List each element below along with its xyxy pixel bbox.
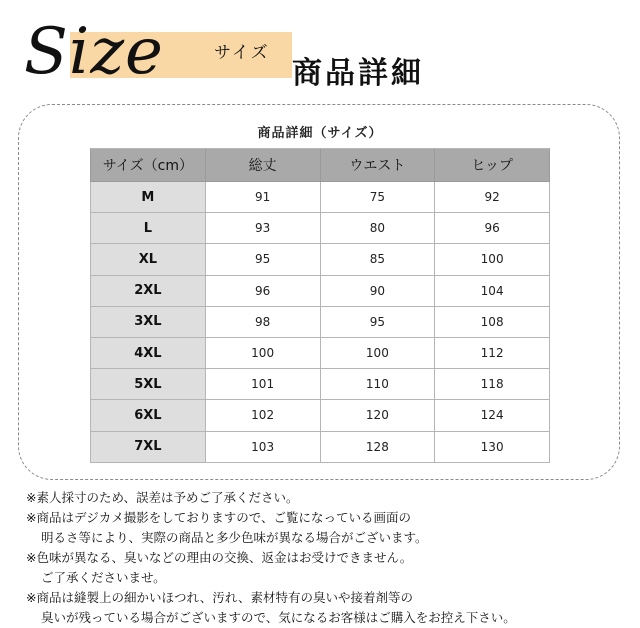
- cell-hip: 112: [435, 337, 550, 368]
- cell-waist: 80: [320, 213, 435, 244]
- column-header-length: 総丈: [205, 149, 320, 182]
- note-line: ※商品は縫製上の細かいほつれ、汚れ、素材特有の臭いや接着剤等の: [26, 590, 413, 605]
- cell-size: 6XL: [91, 400, 206, 431]
- cell-length: 100: [205, 337, 320, 368]
- note-line: 明るさ等により、実際の商品と多少色味が異なる場合がございます。: [41, 530, 428, 545]
- cell-waist: 120: [320, 400, 435, 431]
- note-line: ご了承くださいませ。: [41, 570, 166, 585]
- cell-waist: 110: [320, 369, 435, 400]
- cell-size: XL: [91, 244, 206, 275]
- table-row: [91, 213, 550, 244]
- table-row: [91, 400, 550, 431]
- note-line: ※商品はデジカメ撮影をしておりますので、ご覧になっている画面の: [26, 510, 411, 525]
- cell-hip: 92: [435, 182, 550, 213]
- cell-hip: 104: [435, 275, 550, 306]
- table-caption-row: [91, 114, 550, 149]
- table-row: [91, 337, 550, 368]
- cell-waist: 85: [320, 244, 435, 275]
- table-row: [91, 369, 550, 400]
- cell-waist: 75: [320, 182, 435, 213]
- table-row: [91, 275, 550, 306]
- table-body: [91, 182, 550, 463]
- notes: [26, 488, 626, 628]
- cell-length: 98: [205, 306, 320, 337]
- cell-waist: 90: [320, 275, 435, 306]
- cell-hip: 108: [435, 306, 550, 337]
- column-header-size: サイズ（cm）: [91, 149, 206, 182]
- cell-waist: 95: [320, 306, 435, 337]
- cell-hip: 130: [435, 431, 550, 462]
- size-table-container: [90, 114, 550, 463]
- size-kana-label: サイズ: [214, 43, 270, 63]
- table-row: [91, 182, 550, 213]
- size-table: [90, 114, 550, 463]
- column-header-hip: ヒップ: [435, 149, 550, 182]
- cell-length: 103: [205, 431, 320, 462]
- table-caption: 商品詳細（サイズ）: [91, 114, 550, 149]
- cell-length: 93: [205, 213, 320, 244]
- table-header-row: [91, 149, 550, 182]
- cell-waist: 128: [320, 431, 435, 462]
- size-logo: Size: [24, 15, 164, 89]
- cell-length: 101: [205, 369, 320, 400]
- page-title: 商品詳細: [292, 56, 424, 91]
- cell-hip: 100: [435, 244, 550, 275]
- cell-size: M: [91, 182, 206, 213]
- cell-length: 95: [205, 244, 320, 275]
- column-header-waist: ウエスト: [320, 149, 435, 182]
- cell-size: 5XL: [91, 369, 206, 400]
- table-row: [91, 244, 550, 275]
- table-row: [91, 431, 550, 462]
- cell-length: 102: [205, 400, 320, 431]
- cell-size: 2XL: [91, 275, 206, 306]
- cell-length: 91: [205, 182, 320, 213]
- note-line: ※素人採寸のため、誤差は予めご了承ください。: [26, 490, 299, 505]
- table-row: [91, 306, 550, 337]
- cell-length: 96: [205, 275, 320, 306]
- note-line: ※色味が異なる、臭いなどの理由の交換、返金はお受けできません。: [26, 550, 413, 565]
- cell-hip: 118: [435, 369, 550, 400]
- note-line: 臭いが残っている場合がございますので、気になるお客様はご購入をお控え下さい。: [41, 610, 516, 625]
- cell-hip: 124: [435, 400, 550, 431]
- cell-size: L: [91, 213, 206, 244]
- cell-hip: 96: [435, 213, 550, 244]
- cell-waist: 100: [320, 337, 435, 368]
- cell-size: 4XL: [91, 337, 206, 368]
- cell-size: 3XL: [91, 306, 206, 337]
- header: [0, 0, 640, 100]
- cell-size: 7XL: [91, 431, 206, 462]
